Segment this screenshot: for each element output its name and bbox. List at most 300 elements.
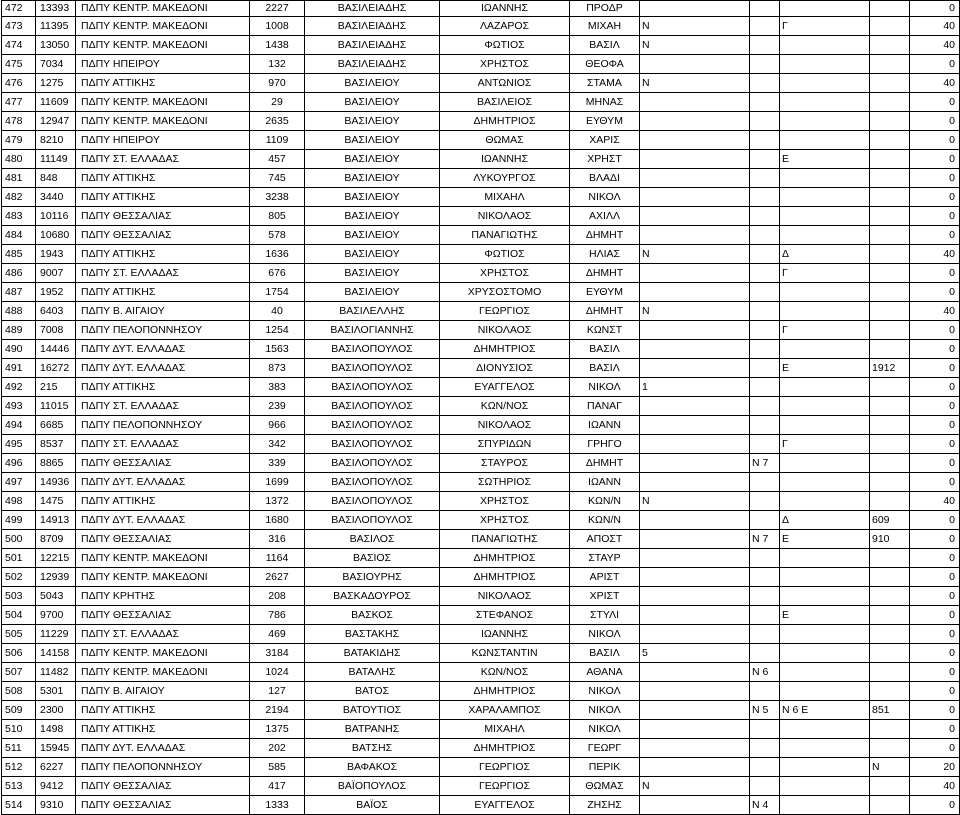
- table-cell: 479: [2, 131, 36, 150]
- table-cell: ΒΑΤΑΚΙΔΗΣ: [305, 644, 440, 663]
- table-cell: [870, 777, 910, 796]
- table-cell: ΒΑΣΙΛΕΙΑΔΗΣ: [305, 36, 440, 55]
- table-cell: Ε: [780, 150, 870, 169]
- table-cell: [640, 568, 750, 587]
- table-cell: 500: [2, 530, 36, 549]
- table-cell: ΖΗΣΗΣ: [570, 796, 640, 815]
- table-cell: [870, 340, 910, 359]
- table-cell: ΒΑΣΙΛΕΙΟΥ: [305, 264, 440, 283]
- table-cell: ΒΑΣΙΛΕΛΛΗΣ: [305, 302, 440, 321]
- table-cell: 29: [250, 93, 305, 112]
- table-cell: ΝΙΚΟΛ: [570, 378, 640, 397]
- table-cell: [780, 131, 870, 150]
- table-cell: ΣΤΕΦΑΝΟΣ: [440, 606, 570, 625]
- table-row: [2, 682, 960, 701]
- table-cell: [640, 169, 750, 188]
- table-cell: 1754: [250, 283, 305, 302]
- table-cell: [870, 644, 910, 663]
- table-cell: 0: [910, 682, 960, 701]
- table-cell: ΒΑΣΙΛ: [570, 36, 640, 55]
- table-cell: 40: [910, 302, 960, 321]
- table-cell: [640, 682, 750, 701]
- table-cell: Δ: [780, 245, 870, 264]
- table-cell: [640, 473, 750, 492]
- table-cell: 10680: [36, 226, 76, 245]
- table-row: [2, 321, 960, 340]
- table-cell: 3238: [250, 188, 305, 207]
- table-cell: 0: [910, 606, 960, 625]
- table-cell: Ε: [780, 530, 870, 549]
- table-cell: 12947: [36, 112, 76, 131]
- table-cell: [870, 321, 910, 340]
- table-cell: [870, 378, 910, 397]
- table-row: [2, 625, 960, 644]
- table-cell: [750, 549, 780, 568]
- table-cell: [870, 492, 910, 511]
- table-cell: ΒΑΤΟΥΤΙΟΣ: [305, 701, 440, 720]
- table-cell: [750, 36, 780, 55]
- table-cell: ΜΙΧΑΗ: [570, 17, 640, 36]
- table-cell: [780, 492, 870, 511]
- table-cell: ΠΔΠΥ ΚΕΝΤΡ. ΜΑΚΕΔΟΝΙ: [76, 644, 250, 663]
- table-cell: 1275: [36, 74, 76, 93]
- table-cell: 513: [2, 777, 36, 796]
- table-cell: 10116: [36, 207, 76, 226]
- table-cell: [870, 245, 910, 264]
- table-cell: 505: [2, 625, 36, 644]
- table-cell: 473: [2, 17, 36, 36]
- table-cell: [870, 1, 910, 17]
- table-cell: ΒΑΣΙΛΟΠΟΥΛΟΣ: [305, 473, 440, 492]
- table-cell: 512: [2, 758, 36, 777]
- table-cell: ΠΔΠΥ ΑΤΤΙΚΗΣ: [76, 188, 250, 207]
- table-cell: 14913: [36, 511, 76, 530]
- table-cell: [870, 568, 910, 587]
- table-cell: 1680: [250, 511, 305, 530]
- table-cell: 485: [2, 245, 36, 264]
- table-cell: ΒΑΣΙΛΕΙΑΔΗΣ: [305, 1, 440, 17]
- table-cell: ΒΑΣΙΛΟΠΟΥΛΟΣ: [305, 492, 440, 511]
- table-cell: ΒΑΣΙΛΕΙΟΥ: [305, 169, 440, 188]
- table-cell: ΑΠΟΣΤ: [570, 530, 640, 549]
- table-cell: 40: [250, 302, 305, 321]
- table-cell: 0: [910, 340, 960, 359]
- table-row: [2, 302, 960, 321]
- table-cell: 1: [640, 378, 750, 397]
- table-row: [2, 188, 960, 207]
- table-cell: ΝΙΚΟΛ: [570, 682, 640, 701]
- table-cell: 1636: [250, 245, 305, 264]
- table-cell: [780, 720, 870, 739]
- table-cell: 15945: [36, 739, 76, 758]
- table-cell: ΦΩΤΙΟΣ: [440, 245, 570, 264]
- table-cell: ΠΔΠΥ ΘΕΣΣΑΛΙΑΣ: [76, 226, 250, 245]
- table-cell: [780, 112, 870, 131]
- table-cell: ΠΔΠΥ ΔΥΤ. ΕΛΛΑΔΑΣ: [76, 340, 250, 359]
- table-cell: ΚΩΝΣΤΑΝΤΙΝ: [440, 644, 570, 663]
- table-cell: [640, 131, 750, 150]
- table-cell: ΠΔΠΥ ΚΕΝΤΡ. ΜΑΚΕΔΟΝΙ: [76, 568, 250, 587]
- table-cell: ΠΔΠΥ ΑΤΤΙΚΗΣ: [76, 169, 250, 188]
- table-cell: [870, 93, 910, 112]
- table-cell: ΒΑΣΙΛΟΠΟΥΛΟΣ: [305, 397, 440, 416]
- table-cell: ΔΗΜΗΤΡΙΟΣ: [440, 739, 570, 758]
- table-cell: ΒΑΣΚΑΔΟΥΡΟΣ: [305, 587, 440, 606]
- table-cell: 215: [36, 378, 76, 397]
- table-cell: 502: [2, 568, 36, 587]
- table-cell: ΒΑΣΙΛΕΙΟΥ: [305, 226, 440, 245]
- table-cell: ΓΕΩΡΓ: [570, 739, 640, 758]
- table-cell: [870, 302, 910, 321]
- table-cell: [750, 74, 780, 93]
- table-cell: [870, 587, 910, 606]
- table-cell: Γ: [780, 17, 870, 36]
- table-cell: [750, 720, 780, 739]
- table-cell: 0: [910, 473, 960, 492]
- table-cell: ΠΔΠΥ ΑΤΤΙΚΗΣ: [76, 720, 250, 739]
- table-cell: 476: [2, 74, 36, 93]
- table-cell: ΝΙΚΟΛ: [570, 625, 640, 644]
- table-cell: 0: [910, 131, 960, 150]
- table-cell: ΒΑΣΙΛΕΙΟΥ: [305, 283, 440, 302]
- table-row: [2, 701, 960, 720]
- table-cell: 970: [250, 74, 305, 93]
- table-cell: ΛΥΚΟΥΡΓΟΣ: [440, 169, 570, 188]
- table-cell: ΒΑΣΙΛΕΙΟΥ: [305, 131, 440, 150]
- table-cell: 1333: [250, 796, 305, 815]
- table-cell: ΠΔΠΥ ΑΤΤΙΚΗΣ: [76, 701, 250, 720]
- table-cell: ΣΤΑΥΡΟΣ: [440, 454, 570, 473]
- table-cell: [640, 511, 750, 530]
- table-cell: ΠΔΠΥ ΔΥΤ. ΕΛΛΑΔΑΣ: [76, 359, 250, 378]
- table-cell: [640, 416, 750, 435]
- table-cell: [780, 1, 870, 17]
- table-cell: [780, 55, 870, 74]
- table-cell: ΣΤΑΥΡ: [570, 549, 640, 568]
- table-cell: ΧΡΗΣΤΟΣ: [440, 264, 570, 283]
- table-cell: ΠΑΝΑΓΙΩΤΗΣ: [440, 226, 570, 245]
- table-cell: [750, 169, 780, 188]
- table-cell: ΠΔΠΥ ΘΕΣΣΑΛΙΑΣ: [76, 606, 250, 625]
- table-cell: 417: [250, 777, 305, 796]
- table-cell: 609: [870, 511, 910, 530]
- table-cell: ΗΛΙΑΣ: [570, 245, 640, 264]
- table-cell: 40: [910, 74, 960, 93]
- table-cell: ΠΔΠΥ ΔΥΤ. ΕΛΛΑΔΑΣ: [76, 473, 250, 492]
- table-cell: ΒΑΣΙΛΟΠΟΥΛΟΣ: [305, 359, 440, 378]
- table-cell: [780, 682, 870, 701]
- table-cell: ΠΔΠΥ ΘΕΣΣΑΛΙΑΣ: [76, 454, 250, 473]
- table-cell: ΒΑΣΙΛ: [570, 340, 640, 359]
- table-cell: 2300: [36, 701, 76, 720]
- table-cell: 1563: [250, 340, 305, 359]
- table-cell: ΠΔΠΥ ΚΡΗΤΗΣ: [76, 587, 250, 606]
- table-cell: [750, 321, 780, 340]
- table-cell: ΝΙΚΟΛΑΟΣ: [440, 587, 570, 606]
- table-cell: [640, 283, 750, 302]
- table-cell: ΠΔΠΥ ΗΠΕΙΡΟΥ: [76, 55, 250, 74]
- table-cell: 40: [910, 245, 960, 264]
- table-cell: ΒΑΣΙΛΟΠΟΥΛΟΣ: [305, 435, 440, 454]
- table-cell: 339: [250, 454, 305, 473]
- table-row: [2, 758, 960, 777]
- table-cell: ΧΡΙΣΤ: [570, 587, 640, 606]
- table-cell: ΠΔΠΥ ΠΕΛΟΠΟΝΝΗΣΟΥ: [76, 321, 250, 340]
- table-cell: [750, 1, 780, 17]
- table-cell: [780, 796, 870, 815]
- table-cell: 1943: [36, 245, 76, 264]
- table-cell: [640, 720, 750, 739]
- table-cell: [750, 264, 780, 283]
- table-cell: ΒΑΣΙΛ: [570, 644, 640, 663]
- table-cell: ΘΩΜΑΣ: [440, 131, 570, 150]
- table-cell: ΒΑΪΟΠΟΥΛΟΣ: [305, 777, 440, 796]
- table-cell: 0: [910, 321, 960, 340]
- table-cell: 0: [910, 93, 960, 112]
- table-cell: 9310: [36, 796, 76, 815]
- table-cell: 0: [910, 796, 960, 815]
- table-cell: 40: [910, 36, 960, 55]
- table-cell: [750, 131, 780, 150]
- table-row: [2, 454, 960, 473]
- table-cell: 457: [250, 150, 305, 169]
- table-cell: Γ: [780, 435, 870, 454]
- table-cell: 510: [2, 720, 36, 739]
- table-cell: 239: [250, 397, 305, 416]
- table-cell: Ν: [640, 492, 750, 511]
- table-cell: 488: [2, 302, 36, 321]
- table-row: [2, 511, 960, 530]
- table-cell: [750, 17, 780, 36]
- table-cell: ΠΔΠΥ ΔΥΤ. ΕΛΛΑΔΑΣ: [76, 511, 250, 530]
- table-cell: [640, 606, 750, 625]
- table-cell: [750, 435, 780, 454]
- table-cell: ΠΔΠΥ ΘΕΣΣΑΛΙΑΣ: [76, 207, 250, 226]
- table-cell: Ν 6: [750, 663, 780, 682]
- table-cell: [640, 739, 750, 758]
- table-cell: 0: [910, 226, 960, 245]
- table-cell: 0: [910, 663, 960, 682]
- table-cell: [750, 587, 780, 606]
- table-row: [2, 435, 960, 454]
- table-cell: ΚΩΝ/Ν: [570, 511, 640, 530]
- table-cell: 851: [870, 701, 910, 720]
- table-cell: ΝΙΚΟΛ: [570, 188, 640, 207]
- table-cell: ΣΤΑΜΑ: [570, 74, 640, 93]
- table-row: [2, 606, 960, 625]
- table-cell: Ν: [640, 36, 750, 55]
- table-cell: 11395: [36, 17, 76, 36]
- table-cell: [640, 226, 750, 245]
- table-cell: [750, 416, 780, 435]
- table-cell: Ν: [640, 74, 750, 93]
- table-cell: ΠΔΠΥ ΑΤΤΙΚΗΣ: [76, 245, 250, 264]
- table-cell: ΠΔΠΥ ΚΕΝΤΡ. ΜΑΚΕΔΟΝΙ: [76, 17, 250, 36]
- table-cell: Ν 6 Ε: [780, 701, 870, 720]
- table-cell: ΠΔΠΥ ΚΕΝΤΡ. ΜΑΚΕΔΟΝΙ: [76, 549, 250, 568]
- table-cell: ΠΔΠΥ ΚΕΝΤΡ. ΜΑΚΕΔΟΝΙ: [76, 112, 250, 131]
- table-cell: [640, 758, 750, 777]
- table-cell: ΠΔΠΥ ΘΕΣΣΑΛΙΑΣ: [76, 530, 250, 549]
- table-cell: ΠΔΠΥ ΗΠΕΙΡΟΥ: [76, 131, 250, 150]
- table-cell: Ν: [870, 758, 910, 777]
- table-cell: [870, 416, 910, 435]
- table-cell: [870, 169, 910, 188]
- table-cell: 0: [910, 625, 960, 644]
- table-cell: ΜΙΧΑΗΛ: [440, 188, 570, 207]
- table-cell: 11149: [36, 150, 76, 169]
- table-cell: Γ: [780, 264, 870, 283]
- table-cell: ΦΩΤΙΟΣ: [440, 36, 570, 55]
- table-cell: 0: [910, 188, 960, 207]
- table-cell: [750, 226, 780, 245]
- table-cell: ΝΙΚΟΛΑΟΣ: [440, 321, 570, 340]
- table-cell: 1498: [36, 720, 76, 739]
- table-cell: ΠΔΠΥ ΠΕΛΟΠΟΝΝΗΣΟΥ: [76, 416, 250, 435]
- table-row: [2, 264, 960, 283]
- table-cell: 14158: [36, 644, 76, 663]
- table-cell: 6685: [36, 416, 76, 435]
- table-cell: ΒΑΣΚΟΣ: [305, 606, 440, 625]
- table-cell: ΒΑΣΙΛΟΠΟΥΛΟΣ: [305, 454, 440, 473]
- table-cell: ΒΑΣΤΑΚΗΣ: [305, 625, 440, 644]
- table-cell: ΒΛΑΔΙ: [570, 169, 640, 188]
- table-row: [2, 112, 960, 131]
- table-cell: [780, 169, 870, 188]
- table-cell: ΧΑΡΑΛΑΜΠΟΣ: [440, 701, 570, 720]
- table-cell: ΒΑΣΙΛΕΙΑΔΗΣ: [305, 55, 440, 74]
- table-cell: ΠΔΠΥ ΑΤΤΙΚΗΣ: [76, 74, 250, 93]
- table-cell: 483: [2, 207, 36, 226]
- table-cell: ΔΗΜΗΤΡΙΟΣ: [440, 112, 570, 131]
- table-cell: ΒΑΤΣΗΣ: [305, 739, 440, 758]
- table-cell: 0: [910, 587, 960, 606]
- table-cell: [870, 131, 910, 150]
- table-cell: ΒΑΦΑΚΟΣ: [305, 758, 440, 777]
- table-cell: ΠΔΠΥ ΚΕΝΤΡ. ΜΑΚΕΔΟΝΙ: [76, 93, 250, 112]
- table-cell: [870, 663, 910, 682]
- table-cell: [640, 1, 750, 17]
- table-cell: 585: [250, 758, 305, 777]
- table-cell: [750, 625, 780, 644]
- table-cell: ΙΩΑΝΝ: [570, 416, 640, 435]
- table-cell: ΒΑΣΙΛΕΙΟΥ: [305, 74, 440, 93]
- table-cell: Ε: [780, 359, 870, 378]
- table-cell: 495: [2, 435, 36, 454]
- table-row: [2, 131, 960, 150]
- table-cell: ΔΗΜΗΤΡΙΟΣ: [440, 549, 570, 568]
- table-cell: 0: [910, 264, 960, 283]
- table-cell: [780, 302, 870, 321]
- table-cell: 8865: [36, 454, 76, 473]
- table-cell: ΔΗΜΗΤ: [570, 226, 640, 245]
- table-cell: ΠΔΠΥ ΣΤ. ΕΛΛΑΔΑΣ: [76, 397, 250, 416]
- table-row: [2, 644, 960, 663]
- table-row: [2, 568, 960, 587]
- table-cell: [870, 74, 910, 93]
- table-cell: ΒΑΣΙΛΕΙΟΥ: [305, 93, 440, 112]
- table-cell: 0: [910, 644, 960, 663]
- table-cell: ΠΔΠΥ ΑΤΤΙΚΗΣ: [76, 378, 250, 397]
- table-cell: 484: [2, 226, 36, 245]
- table-cell: ΔΗΜΗΤ: [570, 264, 640, 283]
- table-cell: ΘΩΜΑΣ: [570, 777, 640, 796]
- table-cell: 13050: [36, 36, 76, 55]
- table-cell: Ν: [640, 17, 750, 36]
- table-cell: [640, 264, 750, 283]
- table-cell: Ν 7: [750, 530, 780, 549]
- table-cell: 503: [2, 587, 36, 606]
- records-table: [1, 0, 960, 815]
- table-cell: ΠΕΡΙΚ: [570, 758, 640, 777]
- table-cell: [870, 606, 910, 625]
- table-cell: 1109: [250, 131, 305, 150]
- table-cell: 20: [910, 758, 960, 777]
- table-cell: [870, 796, 910, 815]
- table-cell: [780, 549, 870, 568]
- table-cell: 11229: [36, 625, 76, 644]
- table-cell: [780, 568, 870, 587]
- table-cell: ΒΑΣΙΛΕΙΟΥ: [305, 245, 440, 264]
- table-row: [2, 55, 960, 74]
- table-cell: [640, 397, 750, 416]
- table-cell: [870, 36, 910, 55]
- table-cell: 490: [2, 340, 36, 359]
- table-cell: [870, 17, 910, 36]
- table-cell: 6403: [36, 302, 76, 321]
- table-cell: 506: [2, 644, 36, 663]
- table-row: [2, 587, 960, 606]
- table-cell: 474: [2, 36, 36, 55]
- table-row: [2, 777, 960, 796]
- table-cell: ΜΗΝΑΣ: [570, 93, 640, 112]
- table-cell: ΑΝΤΩΝΙΟΣ: [440, 74, 570, 93]
- table-cell: 5043: [36, 587, 76, 606]
- table-cell: ΓΕΩΡΓΙΟΣ: [440, 777, 570, 796]
- table-cell: ΣΤΥΛΙ: [570, 606, 640, 625]
- table-cell: ΝΙΚΟΛΑΟΣ: [440, 207, 570, 226]
- table-cell: [870, 549, 910, 568]
- table-cell: [750, 682, 780, 701]
- table-cell: [750, 511, 780, 530]
- table-cell: [870, 207, 910, 226]
- table-cell: 12215: [36, 549, 76, 568]
- table-cell: 0: [910, 1, 960, 17]
- table-cell: [750, 644, 780, 663]
- table-cell: 40: [910, 17, 960, 36]
- table-cell: 509: [2, 701, 36, 720]
- table-cell: ΒΑΣΙΛΕΙΟΥ: [305, 112, 440, 131]
- table-cell: 1008: [250, 17, 305, 36]
- table-cell: [780, 473, 870, 492]
- table-cell: ΠΔΠΥ Β. ΑΙΓΑΙΟΥ: [76, 682, 250, 701]
- table-cell: [750, 150, 780, 169]
- table-cell: 2194: [250, 701, 305, 720]
- table-cell: 2635: [250, 112, 305, 131]
- table-row: [2, 283, 960, 302]
- table-cell: ΔΗΜΗΤΡΙΟΣ: [440, 340, 570, 359]
- table-cell: [750, 492, 780, 511]
- table-cell: [750, 758, 780, 777]
- table-cell: ΒΑΣΙΛ: [570, 359, 640, 378]
- table-cell: 6227: [36, 758, 76, 777]
- table-cell: ΠΔΠΥ ΑΤΤΙΚΗΣ: [76, 283, 250, 302]
- table-cell: ΝΙΚΟΛ: [570, 701, 640, 720]
- table-cell: [870, 682, 910, 701]
- table-cell: ΑΧΙΛΛ: [570, 207, 640, 226]
- table-cell: 491: [2, 359, 36, 378]
- table-cell: [640, 359, 750, 378]
